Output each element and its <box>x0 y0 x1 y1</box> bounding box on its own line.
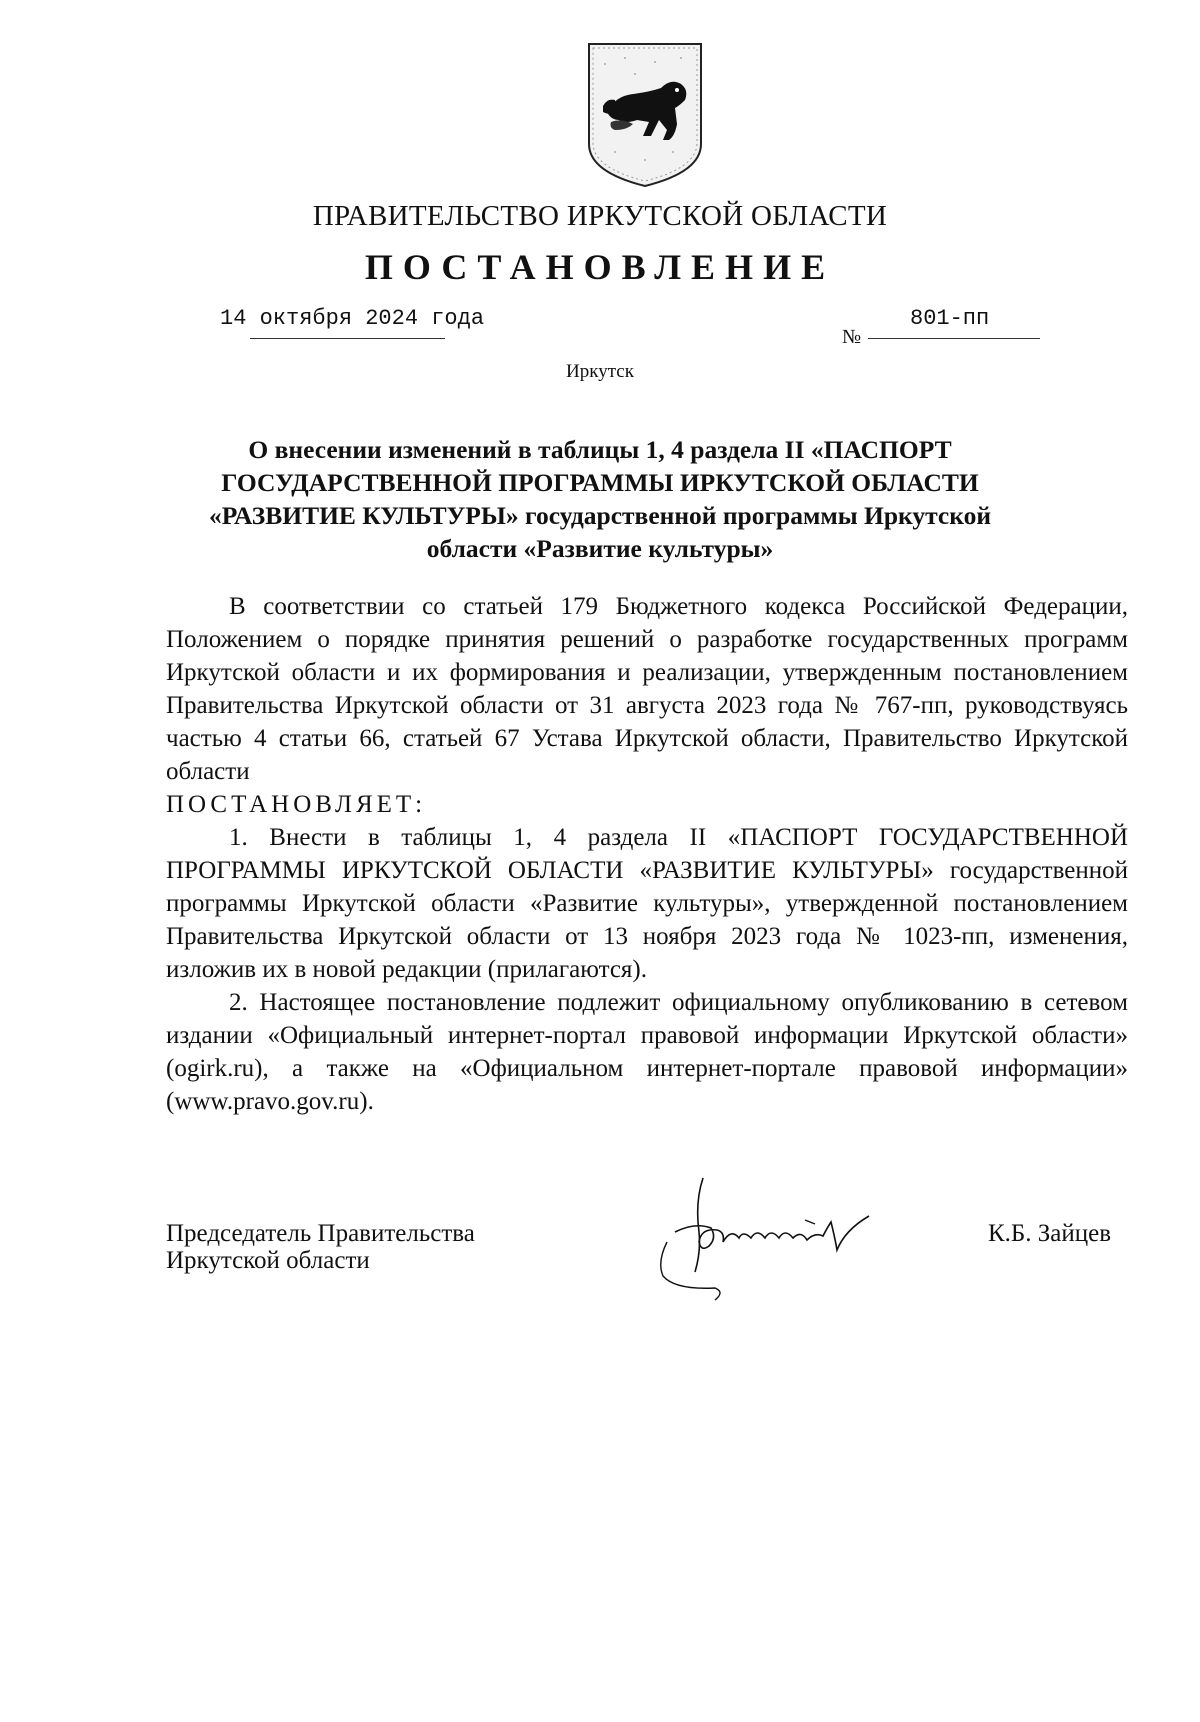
number-underline <box>868 338 1040 339</box>
government-name: ПРАВИТЕЛЬСТВО ИРКУТСКОЙ ОБЛАСТИ <box>312 200 888 232</box>
title-line: области «Развитие культуры» <box>426 534 774 563</box>
decree-title <box>200 433 1000 565</box>
title-line: ГОСУДАРСТВЕННОЙ ПРОГРАММЫ ИРКУТСКОЙ ОБЛАСТИ <box>221 468 979 497</box>
signatory-position <box>166 1220 475 1274</box>
date-underline <box>250 338 445 339</box>
city-name: Иркутск <box>566 361 634 382</box>
coat-of-arms-icon <box>585 40 705 188</box>
signatory-name: К.Б. Зайцев <box>988 1220 1112 1247</box>
number-sign: № <box>842 326 862 348</box>
position-line: Председатель Правительства <box>166 1220 475 1247</box>
decree-body <box>166 590 1128 1118</box>
preamble-paragraph: В соответствии со статьей 179 Бюджетного кодекса Российской Федерации, Положением о порядке принятия решений о разработке государственных программ Иркутской области и их формирования и реализации, утвержденным постановлением Правительства Иркутской области от 31 августа 2023 года № 767-пп, руководствуясь частью 4 статьи 66, статьей 67 Устава Иркутской области, Правительство Иркутской области <box>166 593 1128 785</box>
resolves-heading: ПОСТАНОВЛЯЕТ: <box>166 791 427 818</box>
item-2-paragraph: 2. Настоящее постановление подлежит официальному опубликованию в сетевом издании «Официальный интернет-портал правовой информации Иркутской области» (ogirk.ru), а также на «Официальном интернет-портале правовой информации» (www.pravo.gov.ru). <box>166 989 1128 1115</box>
handwritten-signature <box>655 1172 940 1307</box>
item-1-paragraph: 1. Внести в таблицы 1, 4 раздела II «ПАСПОРТ ГОСУДАРСТВЕННОЙ ПРОГРАММЫ ИРКУТСКОЙ ОБЛАСТИ «РАЗВИТИЕ КУЛЬТУРЫ» государственной программы Иркутской области «Развитие культуры», утвержденной постановлением Правительства Иркутской области от 13 ноября 2023 года № 1023-пп, изменения, изложив их в новой редакции (прилагаются). <box>166 824 1128 983</box>
title-line: О внесении изменений в таблицы 1, 4 раздела II «ПАСПОРТ <box>248 435 952 464</box>
position-line: Иркутской области <box>166 1247 370 1274</box>
document-type: ПОСТАНОВЛЕНИЕ <box>364 247 836 287</box>
title-line: «РАЗВИТИЕ КУЛЬТУРЫ» государственной программы Иркутской <box>208 501 992 530</box>
decree-number: 801-пп <box>910 306 990 331</box>
decree-date: 14 октября 2024 года <box>220 306 485 331</box>
